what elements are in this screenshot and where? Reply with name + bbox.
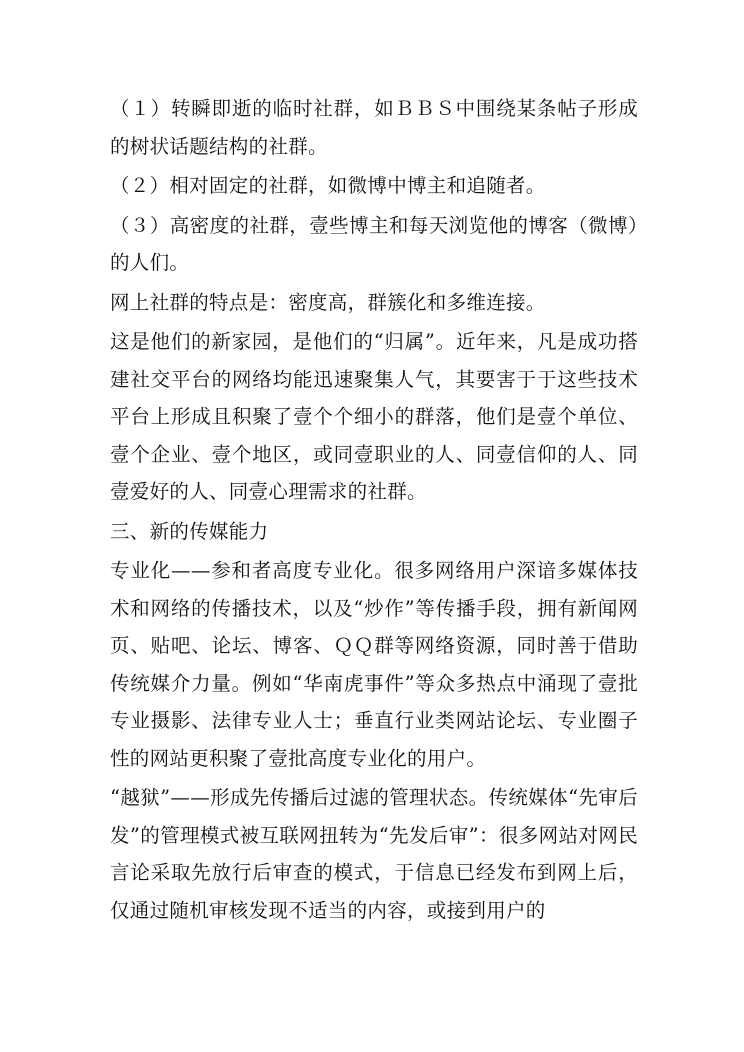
paragraph-community-features: 网上社群的特点是：密度高，群簇化和多维连接。 xyxy=(110,290,546,314)
document-page xyxy=(110,90,638,929)
paragraph-new-home: 这是他们的新家园，是他们的“归属”。近年来，凡是成功搭建社交平台的网络均能迅速聚集人气，其要害于于这些技术平台上形成且积聚了壹个个细小的群落，他们是壹个单位、壹个企业、壹个地区，或同壹职业的人、同壹信仰的人、同壹爱好的人、同壹心理需求的社群。 xyxy=(110,330,638,503)
paragraph-fixed-community: （２）相对固定的社群，如微博中博主和追随者。 xyxy=(110,174,546,197)
section-heading-media-capability: 三、新的传媒能力 xyxy=(110,519,269,543)
paragraph-professionalization: 专业化——参和者高度专业化。很多网络用户深谙多媒体技术和网络的传播技术，以及“炒作”等传播手段，拥有新闻网页、贴吧、论坛、博客、ＱＱ群等网络资源，同时善于借助传统媒介力量。例如“华南虎事件”等众多热点中涌现了壹批专业摄影、法律专业人士；垂直行业类网站论坛、专业圈子性的网站更积聚了壹批高度专业化的用户。 xyxy=(110,559,638,770)
paragraph-jailbreak: “越狱”——形成先传播后过滤的管理状态。传统媒体“先审后发”的管理模式被互联网扭转为“先发后审”：很多网站对网民言论采取先放行后审查的模式，于信息已经发布到网上后，仅通过随机审核发现不适当的内容，或接到用户的 xyxy=(110,786,638,922)
paragraph-dense-community: （３）高密度的社群，壹些博主和每天浏览他的博客（微博）的人们。 xyxy=(110,213,638,274)
paragraph-temporary-community: （１）转瞬即逝的临时社群，如ＢＢＳ中围绕某条帖子形成的树状话题结构的社群。 xyxy=(110,97,638,158)
